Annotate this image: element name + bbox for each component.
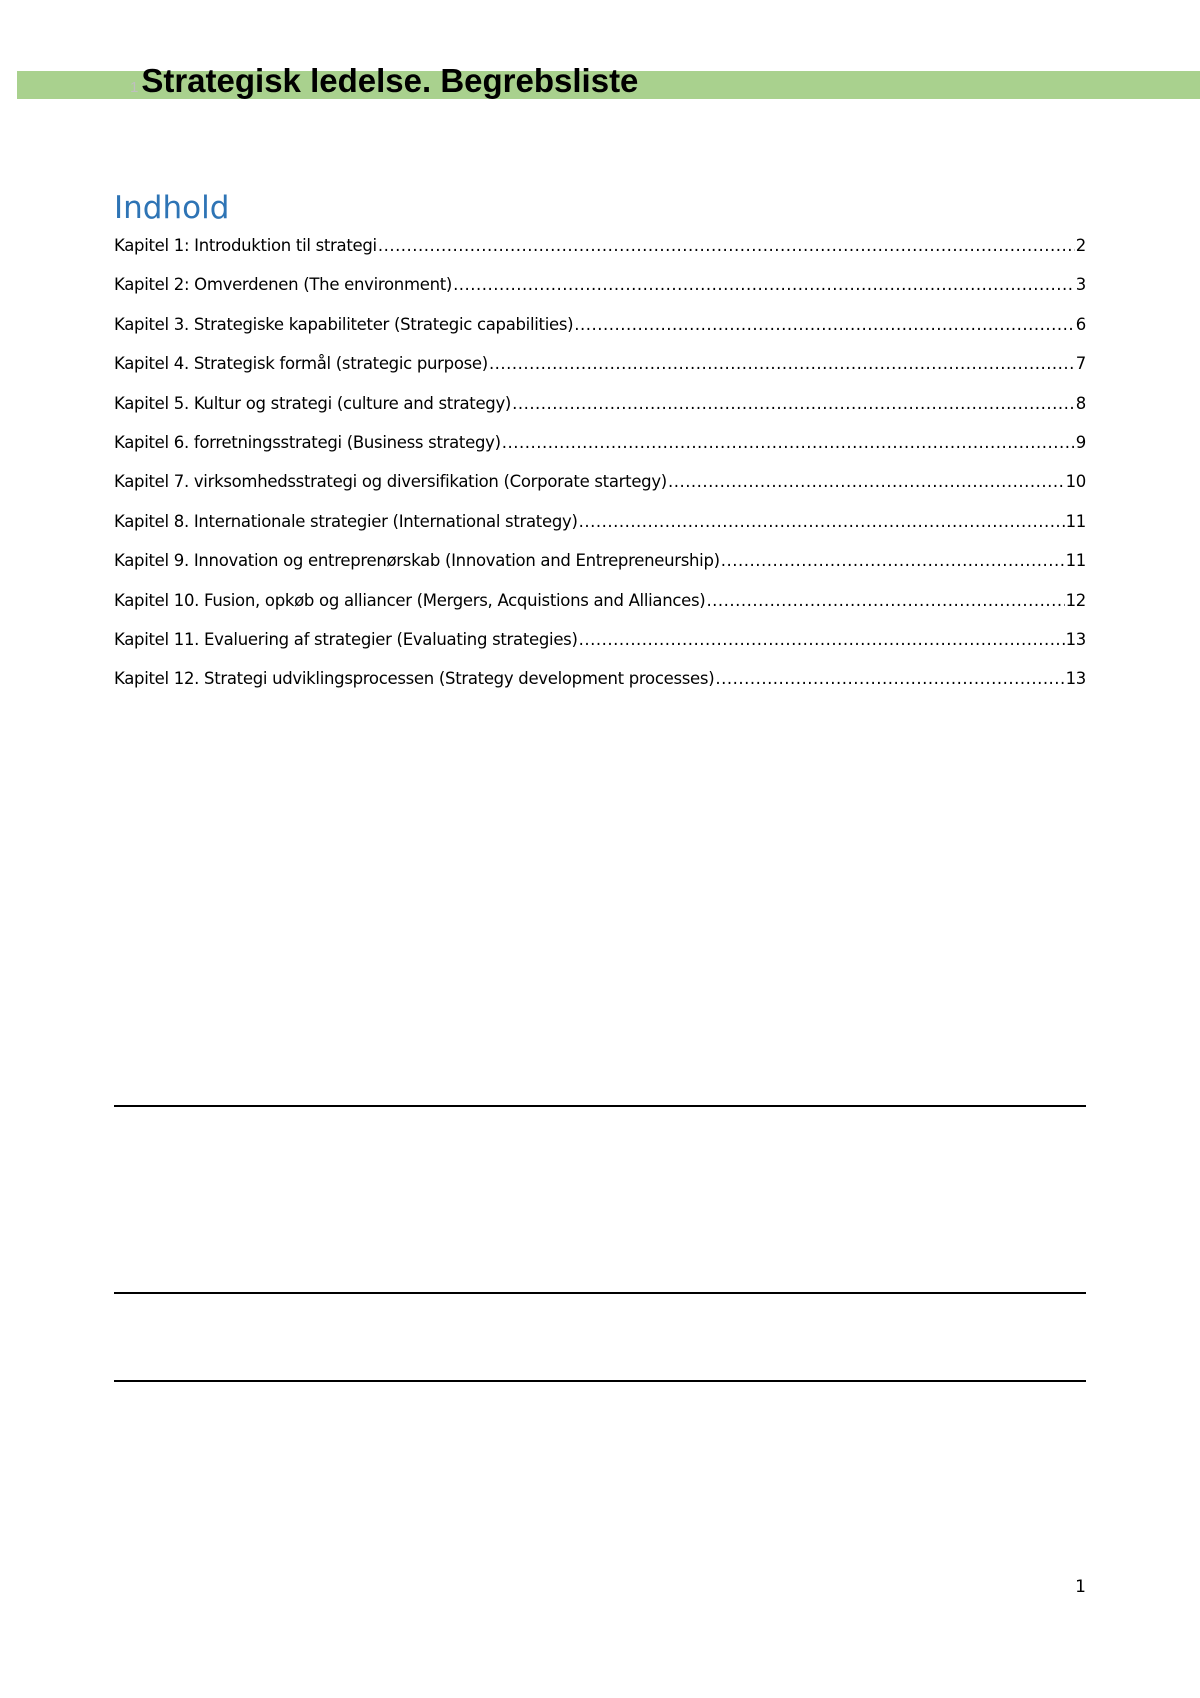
toc-dot-leader [574,315,1075,334]
toc-entry-title: Kapitel 2: Omverdenen (The environment) [114,275,453,295]
toc-entry[interactable] [114,394,1086,433]
toc-entry-title: Kapitel 8. Internationale strategier (International strategy) [114,511,578,531]
toc-dot-leader [489,354,1075,373]
table-of-contents [114,236,1086,709]
toc-dot-leader [579,630,1065,649]
header-marker: 1 [130,79,139,96]
toc-dot-leader [453,275,1075,294]
toc-entry-page: 11 [1065,511,1086,531]
toc-dot-leader [715,669,1064,688]
toc-entry-title: Kapitel 6. forretningsstrategi (Business strategy) [114,432,501,452]
toc-entry[interactable] [114,630,1086,669]
toc-entry-page: 11 [1065,551,1086,571]
toc-entry-page: 3 [1075,275,1086,295]
toc-dot-leader [706,591,1064,610]
toc-entry-page: 7 [1075,354,1086,374]
toc-entry-title: Kapitel 1: Introduktion til strategi [114,236,377,255]
toc-entry-title: Kapitel 10. Fusion, opkøb og alliancer (Mergers, Acquistions and Alliances) [114,590,706,610]
toc-entry-title: Kapitel 11. Evaluering af strategier (Evaluating strategies) [114,629,578,649]
horizontal-rule [114,1380,1086,1382]
toc-entry[interactable] [114,236,1086,275]
page-number: 1 [1075,1577,1086,1597]
toc-entry-page: 2 [1075,236,1086,255]
toc-entry-title: Kapitel 5. Kultur og strategi (culture and strategy) [114,393,512,413]
toc-entry-title: Kapitel 3. Strategiske kapabiliteter (Strategic capabilities) [114,314,574,334]
toc-dot-leader [378,236,1075,255]
toc-dot-leader [579,512,1065,531]
toc-entry-page: 9 [1075,432,1086,452]
toc-entry[interactable] [114,512,1086,551]
horizontal-rule [114,1292,1086,1294]
toc-entry-title: Kapitel 9. Innovation og entreprenørskab (Innovation and Entrepreneurship) [114,551,720,571]
toc-entry[interactable] [114,275,1086,314]
toc-entry[interactable] [114,433,1086,472]
toc-entry-page: 12 [1065,590,1086,610]
toc-dot-leader [668,472,1065,491]
toc-dot-leader [721,551,1065,570]
toc-entry[interactable] [114,354,1086,393]
toc-dot-leader [512,394,1075,413]
horizontal-rule [114,1105,1086,1107]
toc-entry[interactable] [114,315,1086,354]
toc-entry[interactable] [114,669,1086,708]
toc-entry-page: 13 [1065,669,1086,689]
toc-heading: Indhold [114,190,230,226]
toc-entry-title: Kapitel 12. Strategi udviklingsprocessen (Strategy development processes) [114,669,715,689]
toc-entry[interactable] [114,472,1086,511]
toc-entry-title: Kapitel 7. virksomhedsstrategi og diversifikation (Corporate startegy) [114,472,667,492]
document-header [130,62,638,108]
toc-entry[interactable] [114,551,1086,590]
toc-entry-title: Kapitel 4. Strategisk formål (strategic purpose) [114,354,488,374]
toc-entry-page: 13 [1065,629,1086,649]
toc-entry-page: 6 [1075,314,1086,334]
toc-entry-page: 10 [1065,472,1086,492]
toc-entry-page: 8 [1075,393,1086,413]
document-title: Strategisk ledelse. Begrebsliste [141,62,639,99]
toc-entry[interactable] [114,591,1086,630]
toc-dot-leader [502,433,1075,452]
